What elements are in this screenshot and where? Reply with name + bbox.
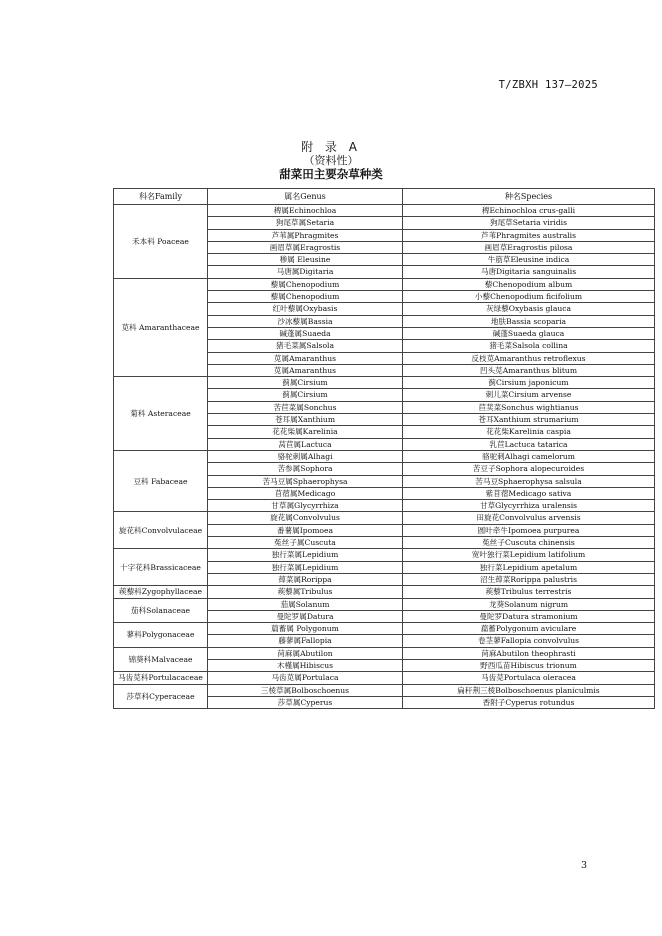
family-cell: 蒺藜科Zygophyllaceae bbox=[114, 586, 208, 598]
table-header-row bbox=[114, 189, 655, 205]
column-header-species: 种名Species bbox=[403, 189, 655, 205]
table-row bbox=[114, 205, 655, 217]
table-row bbox=[114, 684, 655, 696]
species-cell: 凹头苋Amaranthus blitum bbox=[403, 364, 655, 376]
column-header-genus: 属名Genus bbox=[208, 189, 403, 205]
species-cell: 牛筋草Eleusine indica bbox=[403, 254, 655, 266]
genus-cell: 蒺藜属Tribulus bbox=[208, 586, 403, 598]
genus-cell: 藜属Chenopodium bbox=[208, 291, 403, 303]
genus-cell: 茄属Solanum bbox=[208, 598, 403, 610]
genus-cell: 蓟属Cirsium bbox=[208, 377, 403, 389]
species-cell: 卷茎蓼Fallopia convolvulus bbox=[403, 635, 655, 647]
species-cell: 独行菜Lepidium apetalum bbox=[403, 561, 655, 573]
genus-cell: 三棱草属Bolboschoenus bbox=[208, 684, 403, 696]
genus-cell: 藜属Chenopodium bbox=[208, 278, 403, 290]
standard-code: T/ZBXH 137—2025 bbox=[498, 79, 598, 91]
table-row bbox=[114, 512, 655, 524]
genus-cell: 苦参属Sophora bbox=[208, 463, 403, 475]
table-row bbox=[114, 647, 655, 659]
species-cell: 沼生蔊菜Rorippa palustris bbox=[403, 573, 655, 585]
species-cell: 反枝苋Amaranthus retroflexus bbox=[403, 352, 655, 364]
species-cell: 野西瓜苗Hibiscus trionum bbox=[403, 659, 655, 671]
genus-cell: 木槿属Hibiscus bbox=[208, 659, 403, 671]
genus-cell: 苍耳属Xanthium bbox=[208, 414, 403, 426]
species-cell: 地肤Bassia scoparia bbox=[403, 315, 655, 327]
species-cell: 骆驼刺Alhagi camelorum bbox=[403, 450, 655, 462]
species-cell: 龙葵Solanum nigrum bbox=[403, 598, 655, 610]
species-cell: 乳苣Lactuca tatarica bbox=[403, 438, 655, 450]
genus-cell: 猪毛菜属Salsola bbox=[208, 340, 403, 352]
table-row bbox=[114, 377, 655, 389]
page-number: 3 bbox=[580, 860, 587, 871]
table-row bbox=[114, 549, 655, 561]
genus-cell: 蔊菜属Rorippa bbox=[208, 573, 403, 585]
species-cell: 画眉草Eragrostis pilosa bbox=[403, 241, 655, 253]
species-cell: 田旋花Convolvulus arvensis bbox=[403, 512, 655, 524]
genus-cell: 苋属Amaranthus bbox=[208, 352, 403, 364]
species-cell: 苣荬菜Sonchus wightianus bbox=[403, 401, 655, 413]
table-row bbox=[114, 278, 655, 290]
species-cell: 小藜Chenopodium ficifolium bbox=[403, 291, 655, 303]
genus-cell: 花花柴属Karelinia bbox=[208, 426, 403, 438]
family-cell: 旋花科Convolvulaceae bbox=[114, 512, 208, 549]
genus-cell: 萹蓄属 Polygonum bbox=[208, 623, 403, 635]
genus-cell: 红叶藜属Oxybasis bbox=[208, 303, 403, 315]
species-cell: 灰绿藜Oxybasis glauca bbox=[403, 303, 655, 315]
species-cell: 扁秆荆三棱Bolboschoenus planiculmis bbox=[403, 684, 655, 696]
weed-species-table bbox=[113, 188, 655, 709]
species-cell: 苘麻Abutilon theophrasti bbox=[403, 647, 655, 659]
species-cell: 萹蓄Polygonum aviculare bbox=[403, 623, 655, 635]
genus-cell: 藤蓼属Fallopia bbox=[208, 635, 403, 647]
genus-cell: 画眉草属Eragrostis bbox=[208, 241, 403, 253]
genus-cell: 苘麻属Abutilon bbox=[208, 647, 403, 659]
species-cell: 菟丝子Cuscuta chinensis bbox=[403, 537, 655, 549]
genus-cell: 芦苇属Phragmites bbox=[208, 229, 403, 241]
species-cell: 香附子Cyperus rotundus bbox=[403, 696, 655, 708]
genus-cell: 沙冰藜属Bassia bbox=[208, 315, 403, 327]
species-cell: 刺儿菜Cirsium arvense bbox=[403, 389, 655, 401]
genus-cell: 骆驼刺属Alhagi bbox=[208, 450, 403, 462]
genus-cell: 狗尾草属Setaria bbox=[208, 217, 403, 229]
table-row bbox=[114, 450, 655, 462]
table-row bbox=[114, 586, 655, 598]
table-caption: 甜菜田主要杂草种类 bbox=[279, 167, 383, 181]
table-row bbox=[114, 598, 655, 610]
genus-cell: 马唐属Digitaria bbox=[208, 266, 403, 278]
species-cell: 圆叶牵牛Ipomoea purpurea bbox=[403, 524, 655, 536]
genus-cell: 苦马豆属Sphaerophysa bbox=[208, 475, 403, 487]
species-cell: 苦豆子Sophora alopecuroides bbox=[403, 463, 655, 475]
species-cell: 蓟Cirsium japonicum bbox=[403, 377, 655, 389]
table-body bbox=[114, 205, 655, 709]
species-cell: 碱蓬Suaeda glauca bbox=[403, 327, 655, 339]
appendix-nature: （资料性） bbox=[303, 154, 359, 167]
species-cell: 猪毛菜Salsola collina bbox=[403, 340, 655, 352]
family-cell: 禾本科 Poaceae bbox=[114, 205, 208, 279]
genus-cell: 莎草属Cyperus bbox=[208, 696, 403, 708]
species-cell: 宽叶独行菜Lepidium latifolium bbox=[403, 549, 655, 561]
table-row bbox=[114, 623, 655, 635]
genus-cell: 菟丝子属Cuscuta bbox=[208, 537, 403, 549]
genus-cell: 稗属Echinochloa bbox=[208, 205, 403, 217]
family-cell: 茄科Solanaceae bbox=[114, 598, 208, 623]
family-cell: 蓼科Polygonaceae bbox=[114, 623, 208, 648]
family-cell: 锦葵科Malvaceae bbox=[114, 647, 208, 672]
family-cell: 十字花科Brassicaceae bbox=[114, 549, 208, 586]
species-cell: 马齿苋Portulaca oleracea bbox=[403, 672, 655, 684]
species-cell: 紫苜蓿Medicago sativa bbox=[403, 487, 655, 499]
family-cell: 豆科 Fabaceae bbox=[114, 450, 208, 511]
genus-cell: 苋属Amaranthus bbox=[208, 364, 403, 376]
species-cell: 苍耳Xanthium strumarium bbox=[403, 414, 655, 426]
species-cell: 狗尾草Setaria viridis bbox=[403, 217, 655, 229]
species-cell: 苦马豆Sphaerophysa salsula bbox=[403, 475, 655, 487]
genus-cell: 曼陀罗属Datura bbox=[208, 610, 403, 622]
species-cell: 甘草Glycyrrhiza uralensis bbox=[403, 500, 655, 512]
family-cell: 马齿苋科Portulacaceae bbox=[114, 672, 208, 684]
genus-cell: 独行菜属Lepidium bbox=[208, 561, 403, 573]
genus-cell: 番薯属Ipomoea bbox=[208, 524, 403, 536]
genus-cell: 莴苣属Lactuca bbox=[208, 438, 403, 450]
family-cell: 莎草科Cyperaceae bbox=[114, 684, 208, 709]
table-row bbox=[114, 672, 655, 684]
genus-cell: 䅟属 Eleusine bbox=[208, 254, 403, 266]
species-cell: 藜Chenopodium album bbox=[403, 278, 655, 290]
species-cell: 花花柴Karelinia caspia bbox=[403, 426, 655, 438]
genus-cell: 苜蓿属Medicago bbox=[208, 487, 403, 499]
species-cell: 芦苇Phragmites australis bbox=[403, 229, 655, 241]
species-cell: 稗Echinochloa crus-galli bbox=[403, 205, 655, 217]
genus-cell: 独行菜属Lepidium bbox=[208, 549, 403, 561]
genus-cell: 甘草属Glycyrrhiza bbox=[208, 500, 403, 512]
appendix-label: 附 录 A bbox=[301, 140, 361, 154]
family-cell: 苋科 Amaranthaceae bbox=[114, 278, 208, 376]
column-header-family: 科名Family bbox=[114, 189, 208, 205]
genus-cell: 苦苣菜属Sonchus bbox=[208, 401, 403, 413]
family-cell: 菊科 Asteraceae bbox=[114, 377, 208, 451]
genus-cell: 碱蓬属Suaeda bbox=[208, 327, 403, 339]
genus-cell: 旋花属Convolvulus bbox=[208, 512, 403, 524]
species-cell: 马唐Digitaria sanguinalis bbox=[403, 266, 655, 278]
genus-cell: 蓟属Cirsium bbox=[208, 389, 403, 401]
species-cell: 蒺藜Tribulus terrestris bbox=[403, 586, 655, 598]
genus-cell: 马齿苋属Portulaca bbox=[208, 672, 403, 684]
species-cell: 曼陀罗Datura stramonium bbox=[403, 610, 655, 622]
